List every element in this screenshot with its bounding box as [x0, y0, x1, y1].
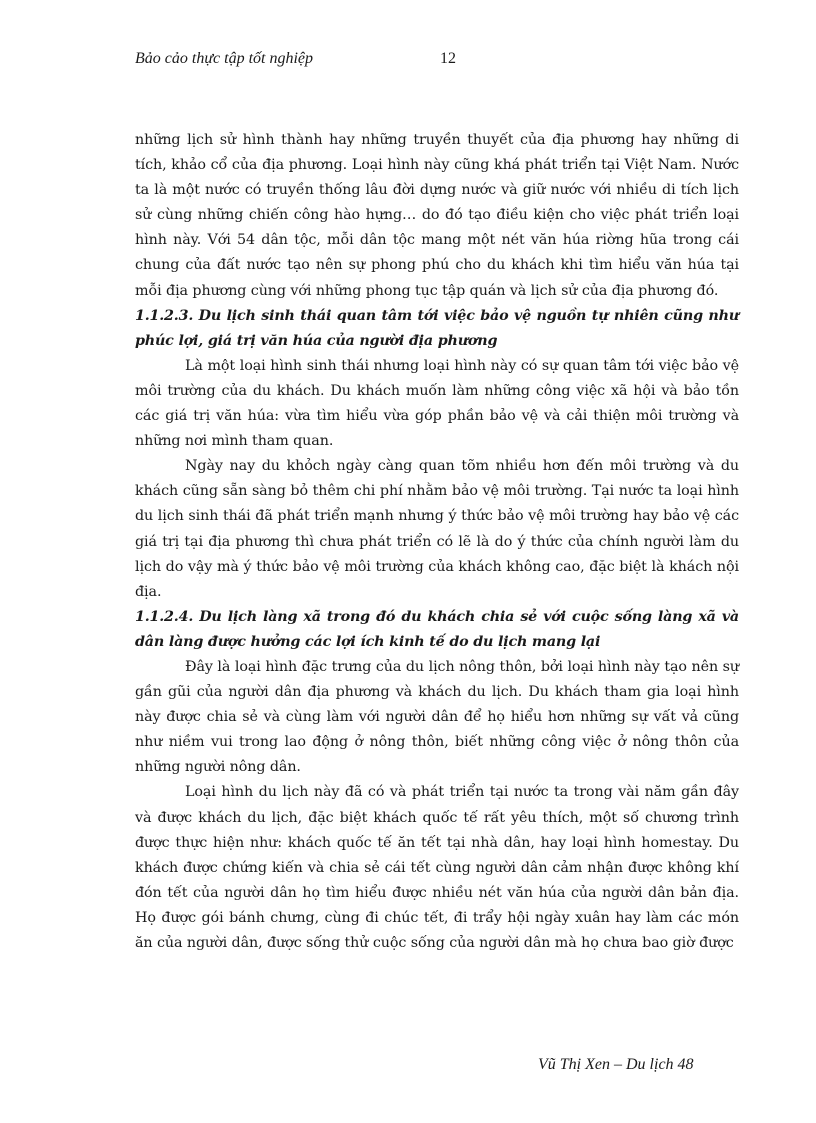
paragraph: Đây là loại hình đặc trưng của du lịch nông thôn, bởi loại hình này tạo nên sự gần gũi của người dân địa phương và khách du lịch. Du khách tham gia loại hình này được chia sẻ và cùng làm với người dân để họ hiểu hơn những sự vất vả cũng như niềm vui trong lao động ở nông thôn, biết những công việc ở nông thôn của những người nông dân. — [135, 658, 739, 776]
paragraph: Là một loại hình sinh thái nhưng loại hình này có sự quan tâm tới việc bảo vệ môi trường của du khách. Du khách muốn làm những công việc xã hội và bảo tồn các giá trị văn húa: vừa tìm hiểu vừa góp phần bảo vệ và cải thiện môi trường và những nơi mình tham quan. — [135, 357, 739, 450]
page-header — [135, 48, 695, 72]
page-footer — [538, 1054, 694, 1076]
page-body — [135, 128, 739, 956]
page-number: 12 — [440, 50, 456, 67]
report-title: Bảo cảo thực tập tốt nghiệp — [135, 50, 314, 67]
section-heading-1-1-2-4: 1.1.2.4. Du lịch làng xã trong đó du khách chia sẻ với cuộc sống làng xã và dân làng được hưởng các lợi ích kinh tế do du lịch mang lại — [135, 608, 739, 650]
paragraph-intro-continuation: những lịch sử hình thành hay những truyền thuyết của địa phương hay những di tích, khảo cổ của địa phương. Loại hình này cũng khá phát triển tại Việt Nam. Nước ta là một nước có truyền thống lâu đời dựng nước và giữ nước với nhiều di tích lịch sử cùng những chiến công hào hựng… do đó tạo điều kiện cho việc phát triển loại hình này. Với 54 dân tộc, mỗi dân tộc mang một nét văn húa riờng hũa trong cái chung của đất nước tạo nên sự phong phú cho du khách khi tìm hiểu văn húa tại mỗi địa phương cùng với những phong tục tập quán và lịch sử của địa phương đó. — [135, 132, 739, 299]
paragraph: Ngày nay du khỏch ngày càng quan tõm nhiều hơn đến môi trường và du khách cũng sẵn sàng bỏ thêm chi phí nhằm bảo vệ môi trường. Tại nước ta loại hình du lịch sinh thái đã phát triển mạnh nhưng ý thức bảo vệ môi trường hay bảo vệ các giá trị tại địa phương thì chưa phát triển có lẽ là do ý thức của chính người làm du lịch do vậy mà ý thức bảo vệ môi trường của khách không cao, đặc biệt là khách nội địa. — [135, 458, 739, 600]
author-line: Vũ Thị Xen – Du lịch 48 — [538, 1056, 694, 1073]
paragraph: Loại hình du lịch này đã có và phát triển tại nước ta trong vài năm gần đây và được khách du lịch, đặc biệt khách quốc tế rất yêu thích, một số chương trình được thực hiện như: khách quốc tế ăn tết tại nhà dân, hay loại hình homestay. Du khách được chứng kiến và chia sẻ cái tết cùng người dân cảm nhận được không khí đón tết của người dân họ tìm hiểu được nhiều nét văn húa của người dân bản địa. Họ được gói bánh chưng, cùng đi chúc tết, đi trẩy hội ngày xuân hay làm các món ăn của người dân, được sống thử cuộc sống của người dân mà họ chưa bao giờ được — [135, 784, 739, 951]
section-heading-1-1-2-3: 1.1.2.3. Du lịch sinh thái quan tâm tới việc bảo vệ nguồn tự nhiên cũng như phúc lợi, giá trị văn húa của người địa phương — [135, 307, 739, 349]
